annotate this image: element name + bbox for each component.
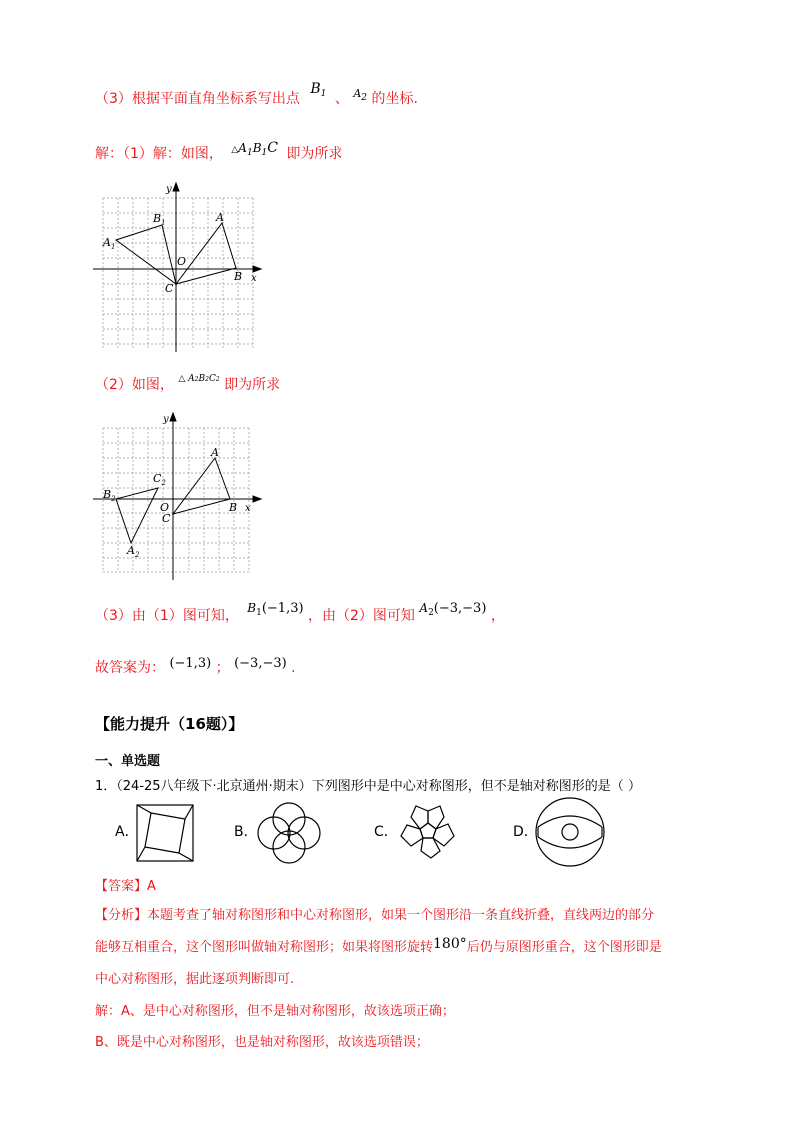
option-a-label: A． xyxy=(115,824,139,840)
graph1-label-o: O xyxy=(177,255,187,268)
graph1-label-c: C xyxy=(165,282,174,295)
graph1-label-a1: $A_1$ xyxy=(103,236,116,251)
graph2-label-y: y xyxy=(163,414,169,425)
graph1-label-x: x xyxy=(251,273,257,284)
analysis-2a: 能够互相重合，这个图形叫做轴对称图形；如果将图形旋转 xyxy=(95,940,434,955)
point-a2: A2 xyxy=(353,87,367,103)
graph1-label-b: B xyxy=(234,270,243,283)
sol2-line xyxy=(95,374,280,394)
sol3-line xyxy=(95,601,505,626)
sol2-triangle: △ A2B2C2 xyxy=(178,374,220,384)
q3-text: （3）根据平面直角坐标系写出点 xyxy=(95,91,300,107)
option-c-figure xyxy=(392,797,464,869)
graph-2 xyxy=(93,408,268,583)
option-c-label: C． xyxy=(374,824,398,840)
analysis-line-2 xyxy=(95,936,662,955)
section-title: 【能力提升（16题）】 xyxy=(95,715,244,733)
analysis-2b: 后仍与原图形重合，这个图形即是 xyxy=(466,940,662,955)
sol1-text: 解：（1）解：如图， xyxy=(95,146,223,162)
graph-1-grid xyxy=(103,198,253,350)
answer-1: (−1,3) xyxy=(169,656,212,671)
graph2-label-c: C xyxy=(162,512,171,525)
sol3-end: ， xyxy=(490,608,505,624)
answer-prefix: 故答案为： xyxy=(95,660,165,676)
graph2-label-o: O xyxy=(160,501,170,514)
q3-end: 的坐标. xyxy=(371,91,418,107)
answer-summary-line xyxy=(95,657,296,677)
solution-b: B、既是中心对称图形，也是轴对称图形，故该选项错误； xyxy=(95,1035,429,1050)
q3-line xyxy=(95,81,418,109)
graph2-label-a: A xyxy=(211,446,219,459)
answer-end: . xyxy=(291,660,296,676)
question-1: 1．（24-25八年级下·北京通州·期末）下列图形中是中心对称图形，但不是轴对称图形的是（ ） xyxy=(95,779,641,794)
option-b-label: B． xyxy=(234,824,258,840)
graph1-label-y: y xyxy=(166,184,172,195)
sol2-text: （2）如图， xyxy=(95,377,174,393)
subsection-title: 一、单选题 xyxy=(95,754,161,769)
analysis-180: 180° xyxy=(433,936,467,952)
triangle-a2b2c2 xyxy=(116,488,158,543)
point-b1: $B_1$ xyxy=(310,81,327,99)
triangle-abc-2 xyxy=(173,458,230,514)
graph2-label-a2: $A_2$ xyxy=(127,544,140,559)
triangle-abc xyxy=(176,223,236,284)
option-d-figure xyxy=(533,795,607,869)
sol2-end: 即为所求 xyxy=(224,377,281,393)
q3-sep: 、 xyxy=(334,91,349,107)
triangle-a1b1c xyxy=(116,225,176,284)
sol3-text: （3）由（1）图可知， xyxy=(95,608,239,624)
graph2-label-b: B xyxy=(229,501,238,514)
answer-line: 【答案】A xyxy=(95,879,156,894)
graph2-label-x: x xyxy=(245,503,251,514)
solution-a: 解：A、是中心对称图形，但不是轴对称图形，故该选项正确； xyxy=(95,1004,455,1019)
analysis-line-3: 中心对称图形，据此逐项判断即可. xyxy=(95,972,295,987)
sol3-a2-coord: $A_2(-3,-3)$ xyxy=(419,601,487,618)
option-d-label: D． xyxy=(513,824,538,840)
answer-2: (−3,−3) xyxy=(234,656,287,671)
sol1-end: 即为所求 xyxy=(286,146,343,162)
sol1-line xyxy=(95,140,343,164)
option-a-figure xyxy=(135,803,195,863)
answer-sep: ； xyxy=(215,660,230,676)
graph1-label-a: A xyxy=(216,211,224,224)
analysis-line-1: 【分析】本题考查了轴对称图形和中心对称图形，如果一个图形沿一条直线折叠，直线两边的部分 xyxy=(95,908,655,923)
sol3-b1-coord: $B_1(-1,3)$ xyxy=(247,601,304,618)
sol3-mid: ，由（2）图可知 xyxy=(308,608,415,624)
option-b-figure xyxy=(254,801,324,865)
graph2-label-c2: $C_2$ xyxy=(153,472,166,487)
sol1-triangle: $\triangle A_1B_1C$ xyxy=(231,140,278,158)
graph2-label-b2: $B_2$ xyxy=(103,488,116,503)
graph-1 xyxy=(93,178,268,353)
graph1-label-b1: $B_1$ xyxy=(153,212,166,227)
